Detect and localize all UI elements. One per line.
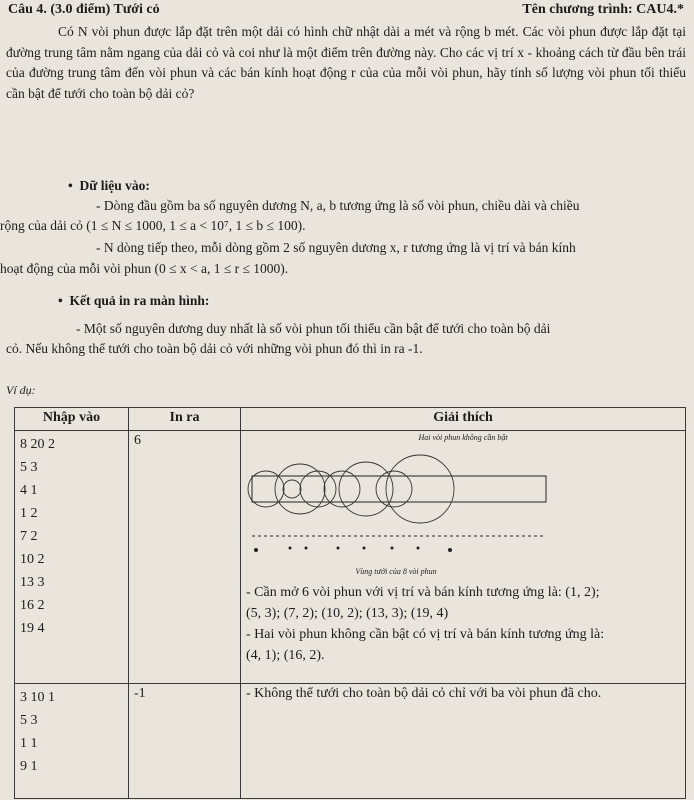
examples-table bbox=[14, 407, 686, 799]
example2-output: -1 bbox=[129, 684, 241, 799]
sprinkler-figure bbox=[246, 442, 676, 562]
bullet-icon: • bbox=[58, 293, 70, 308]
header-input: Nhập vào bbox=[15, 408, 129, 431]
input-line-1b: rộng của dải cỏ (1 ≤ N ≤ 1000, 1 ≤ a < 10⁷, 1 ≤ b ≤ 100). bbox=[0, 218, 306, 233]
header bbox=[8, 2, 684, 22]
output-line-1b: cỏ. Nếu không thể tưới cho toàn bộ dải cỏ với những vòi phun đó thì in ra -1. bbox=[6, 341, 423, 356]
header-explanation: Giải thích bbox=[241, 408, 686, 431]
example1-output: 6 bbox=[129, 431, 241, 684]
program-name: Tên chương trình: CAU4.* bbox=[522, 2, 684, 17]
input-section-title: • Dữ liệu vào: bbox=[68, 178, 150, 193]
problem-statement: Có N vòi phun được lắp đặt trên một dải có hình chữ nhật dài a mét và rộng b mét. Các vòi phun được lắp đặt tại đường trung tâm nằm ngang của dải cỏ và coi như là một điểm trên đường này. Cho các vị trí x - khoảng cách từ đầu bên trái của đường trung tâm đến vòi phun và các bán kính hoạt động r của của mỗi vòi phun, hãy tính số lượng vòi phun tối thiểu cần bật để tưới cho toàn bộ dải cỏ? bbox=[6, 24, 686, 101]
input-line-2a: - N dòng tiếp theo, mỗi dòng gồm 2 số nguyên dương x, r tương ứng là vị trí và bán kính bbox=[96, 240, 576, 255]
header-output: In ra bbox=[129, 408, 241, 431]
example-label: Ví dụ: bbox=[6, 383, 36, 397]
example2-explanation: - Không thể tưới cho toàn bộ dải cỏ chỉ với ba vòi phun đã cho. bbox=[241, 684, 686, 799]
input-line-1a: - Dòng đầu gồm ba số nguyên dương N, a, b tương ứng là số vòi phun, chiều dài và chiều bbox=[96, 198, 580, 213]
example1-explanation-text: - Cần mở 6 vòi phun với vị trí và bán kính tương ứng là: (1, 2); (5, 3); (7, 2); (10, 2); (13, 3); (19, 4) - Hai vòi phun không cần bật có vị trí và bán kính tương ứng là: (4, 1); (16, 2). bbox=[246, 585, 605, 663]
input-line-2b: hoạt động của mỗi vòi phun (0 ≤ x < a, 1 ≤ r ≤ 1000). bbox=[0, 261, 289, 276]
example1-explanation bbox=[241, 431, 686, 684]
output-section-title: • Kết quả in ra màn hình: bbox=[58, 293, 210, 308]
output-line-1a: - Một số nguyên dương duy nhất là số vòi phun tối thiểu cần bật để tưới cho toàn bộ dải bbox=[76, 321, 551, 336]
bullet-icon: • bbox=[68, 178, 80, 193]
example2-input: 3 10 1 5 3 1 1 9 1 bbox=[15, 684, 129, 799]
example1-input: 8 20 2 5 3 4 1 1 2 7 2 10 2 13 3 16 2 19 4 bbox=[15, 431, 129, 684]
figure-caption-top: Hai vòi phun không cần bật bbox=[418, 433, 508, 442]
question-title: Câu 4. (3.0 điểm) Tưới cỏ bbox=[8, 2, 160, 17]
figure-caption-bottom: Vùng tưới của 8 vòi phun bbox=[355, 567, 437, 576]
